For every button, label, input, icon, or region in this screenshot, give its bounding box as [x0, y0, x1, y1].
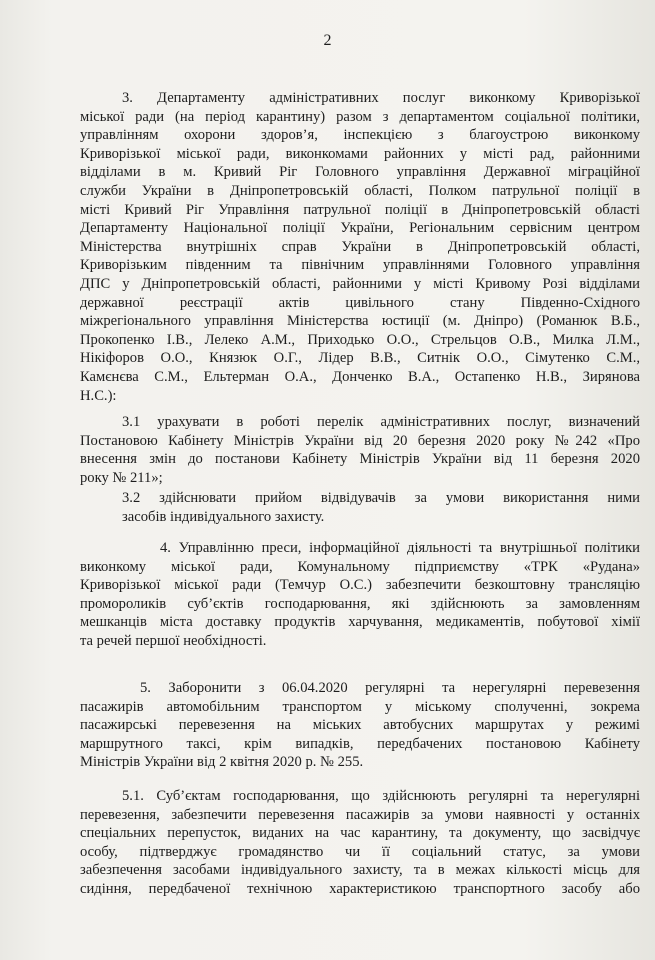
text-line: Криворізьким південним та північним управліннями Головного управління	[80, 257, 640, 274]
text-line: внесення змін до постанови Кабінету Міністрів України від 11 березня 2020	[80, 451, 640, 468]
text-line: 5. Заборонити з 06.04.2020 регулярні та нерегулярні перевезення	[140, 680, 640, 696]
paragraph-3	[80, 89, 640, 405]
text-line: 3.1 урахувати в роботі перелік адміністративних послуг, визначений	[122, 414, 640, 430]
text-line: Камєнєва С.М., Ельтерман О.А., Донченко В.А., Остапенко Н.В., Зирянова	[80, 368, 640, 385]
text-line: засобів індивідуального захисту.	[122, 508, 325, 525]
text-line: ДПС у Дніпропетровській області, районними у місті Кривому Розі відділами	[80, 275, 640, 292]
text-line: промороликів суб’єктів господарювання, які здійснюють за замовленням	[80, 595, 640, 612]
text-line: мешканців міста доставку продуктів харчування, медикаментів, побутової хімії	[80, 614, 640, 631]
text-line: Прокопенко І.В., Лелеко А.М., Приходько О.О., Стрельцов О.В., Милка Л.М.,	[80, 331, 640, 348]
text-line: 4. Управлінню преси, інформаційної діяльності та внутрішньої політики	[160, 540, 640, 556]
text-line: міжрегіонального управління Міністерства юстиції (м. Дніпро) (Романюк В.Б.,	[80, 313, 640, 330]
text-line: пасажирські перевезення на міських автобусних маршрутах у режимі	[80, 717, 640, 734]
text-line: управлінням охорони здоров’я, інспекцією з благоустрою виконкому	[80, 127, 640, 144]
paragraph-5-1	[80, 787, 640, 899]
page-number: 2	[323, 32, 332, 49]
text-line: міської ради (на період карантину) разом з департаментом соціальної політики,	[80, 108, 640, 125]
paragraph-5-text	[80, 679, 640, 772]
text-line: відділами в м. Кривий Ріг Головного управління Державної міграційної	[80, 164, 640, 181]
text-line: року № 211»;	[80, 469, 163, 486]
text-line: Криворізької міської ради, виконкомами районних у місті рад, районними	[80, 145, 640, 162]
text-line: забезпечення засобами індивідуального захисту, та в межах кількості місць для	[80, 862, 640, 879]
text-line: перевезення, забезпечити перевезення пасажирів за умови наявності у останніх	[80, 806, 640, 823]
text-line: сидіння, передбаченої технічною характеристикою транспортного засобу або	[80, 880, 640, 897]
paragraph-3-2	[80, 489, 640, 526]
paragraph-4-text	[80, 539, 640, 651]
text-line: Криворізької міської ради (Темчур О.С.) забезпечити безкоштовну трансляцію	[80, 577, 640, 594]
text-line: місті Кривий Ріг Управління патрульної поліції в Дніпропетровській області	[80, 201, 640, 218]
text-line: державної реєстрації актів цивільного стану Південно-Східного	[80, 294, 640, 311]
text-line: 3.2 здійснювати прийом відвідувачів за умови використання ними	[122, 490, 640, 506]
paragraph-3-1	[80, 413, 640, 487]
paragraph-5	[80, 679, 640, 772]
paragraph-4	[80, 539, 640, 651]
text-line: маршрутного таксі, крім випадків, передбачених постановою Кабінету	[80, 735, 640, 752]
text-line: Постановою Кабінету Міністрів України від 20 березня 2020 року №242 «Про	[80, 432, 640, 449]
paragraph-5-1-text	[80, 787, 640, 899]
text-line: особу, підтверджує громадянство чи її соціальний статус, за умови	[80, 843, 640, 860]
paragraph-3-text	[80, 89, 640, 405]
text-line: Міністерства внутрішніх справ України в Дніпропетровській області,	[80, 238, 640, 255]
text-line: служби України в Дніпропетровській області, Полком патрульної поліції в	[80, 182, 640, 199]
text-line: 3. Департаменту адміністративних послуг виконкому Криворізької	[122, 90, 640, 106]
text-line: 5.1. Суб’єктам господарювання, що здійснюють регулярні та нерегулярні	[122, 788, 640, 804]
text-line: пасажирів автомобільним транспортом у міському сполученні, зокрема	[80, 698, 640, 715]
text-line: спеціальних перепусток, виданих на час карантину, та документу, що засвідчує	[80, 825, 640, 842]
text-line: Н.С.):	[80, 387, 117, 404]
text-line: Нікіфоров О.О., Князюк О.Г., Лідер В.В., Ситнік О.О., Сімутенко С.М.,	[80, 350, 640, 367]
text-line: Міністрів України від 2 квітня 2020 р. № 255.	[80, 754, 364, 771]
text-line: Департаменту Національної поліції України, Регіональним сервісним центром	[80, 220, 640, 237]
text-line: виконкому міської ради, Комунальному підприємству «ТРК «Рудана»	[80, 558, 640, 575]
paragraph-3-1-text	[80, 413, 640, 487]
paragraph-3-2-text	[80, 489, 640, 526]
text-line: та речей першої необхідності.	[80, 632, 267, 649]
